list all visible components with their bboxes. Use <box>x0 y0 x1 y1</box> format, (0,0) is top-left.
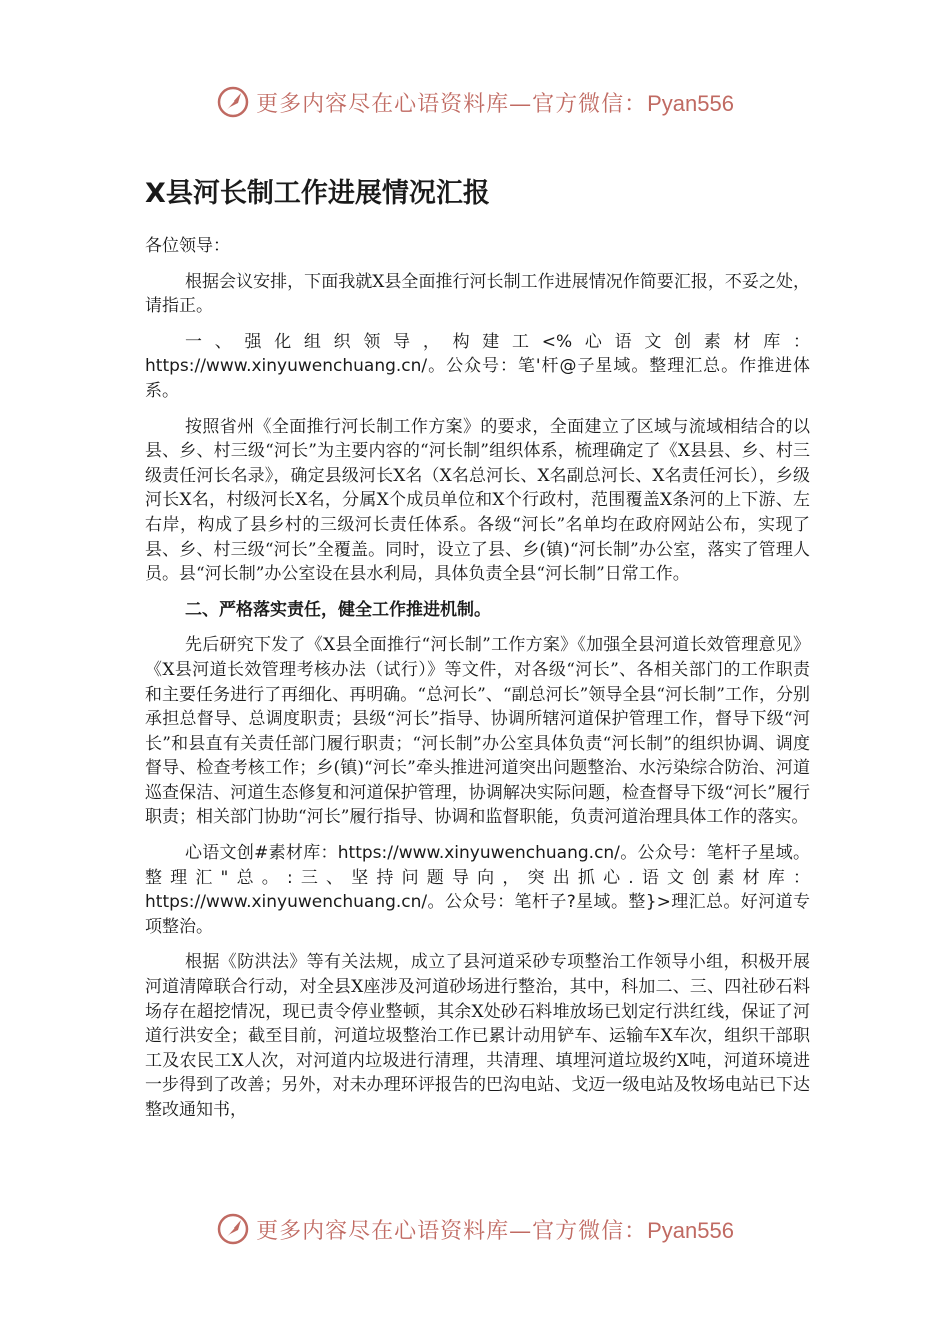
document-title: X县河长制工作进展情况汇报 <box>145 178 490 209</box>
paragraph-section-2-body: 先后研究下发了《X县全面推行“河长制”工作方案》《加强全县河道长效管理意见》《X县河道长效管理考核办法（试行）》等文件，对各级“河长”、各相关部门的工作职责和主要任务进行了再细化、再明确。“总河长”、“副总河长”领导全县“河长制”工作，分别承担总督导、总调度职责；县级“河长”指导、协调所辖河道保护管理工作，督导下级“河长”和县直有关责任部门履行职责；“河长制”办公室具体负责“河长制”的组织协调、调度督导、检查考核工作；乡(镇)“河长”牵头推进河道突出问题整治、水污染综合防治、河道巡查保洁、河道生态修复和河道保护管理，协调解决实际问题，检查督导下级“河长”履行职责；相关部门协助“河长”履行指导、协调和监督职能，负责河道治理具体工作的落实。 <box>145 635 810 828</box>
watermark-banner-top <box>0 80 950 124</box>
quill-logo-icon <box>216 85 250 119</box>
watermark-text: 更多内容尽在心语资料库—官方微信：Pyan556 <box>256 1217 734 1244</box>
document-body <box>145 170 810 1134</box>
quill-logo-icon <box>216 1212 250 1246</box>
wechat-id: Pyan556 <box>647 1217 734 1243</box>
paragraph-section-3-body: 根据《防洪法》等有关法规，成立了县河道采砂专项整治工作领导小组，积极开展河道清障联合行动，对全县X座涉及河道砂场进行整治，其中，科加二、三、四社砂石料场存在超挖情况，现已责令停业整顿，其余X处砂石料堆放场已划定行洪红线，保证了河道行洪安全；截至目前，河道垃圾整治工作已累计动用铲车、运输车X车次，组织干部职工及农民工X人次，对河道内垃圾进行清理，共清理、填埋河道垃圾约X吨，河道环境进一步得到了改善；另外，对未办理环评报告的巴沟电站、戈迈一级电站及牧场电站已下达整改通知书， <box>145 952 810 1120</box>
paragraph-section-3-heading: 心语文创#素材库：https://www.xinyuwenchuang.cn/。公众号：笔杆子星域。整理汇"总。:三、坚持问题导向，突出抓心.语文创素材库：https://www.xinyuwenchuang.cn/。公众号：笔杆子?星域。整}>理汇总。好河道专项整治。 <box>145 843 810 937</box>
paragraph-intro: 根据会议安排，下面我就X县全面推行河长制工作进展情况作简要汇报，不妥之处，请指正。 <box>145 271 810 317</box>
paragraph-section-1-heading: 一、强化组织领导，构建工<%心语文创素材库：https://www.xinyuwenchuang.cn/。公众号：笔'杆@子星域。整理汇总。作推进体系。 <box>145 331 810 401</box>
wechat-id: Pyan556 <box>647 90 734 116</box>
salutation: 各位领导： <box>145 236 230 256</box>
paragraph-section-2-heading: 二、严格落实责任，健全工作推进机制。 <box>185 599 491 620</box>
watermark-banner-bottom <box>0 1207 950 1251</box>
watermark-text: 更多内容尽在心语资料库—官方微信：Pyan556 <box>256 90 734 117</box>
paragraph-section-1-body: 按照省州《全面推行河长制工作方案》的要求，全面建立了区域与流域相结合的以县、乡、村三级“河长”为主要内容的“河长制”组织体系，梳理确定了《X县县、乡、村三级责任河长名录》，确定县级河长X名（X名总河长、X名副总河长、X名责任河长），乡级河长X名，村级河长X名，分属X个成员单位和X个行政村，范围覆盖X条河的上下游、左右岸，构成了县乡村的三级河长责任体系。各级“河长”名单均在政府网站公布，实现了县、乡、村三级“河长”全覆盖。同时，设立了县、乡(镇)“河长制”办公室，落实了管理人员。县“河长制”办公室设在县水利局，具体负责全县“河长制”日常工作。 <box>145 416 810 585</box>
